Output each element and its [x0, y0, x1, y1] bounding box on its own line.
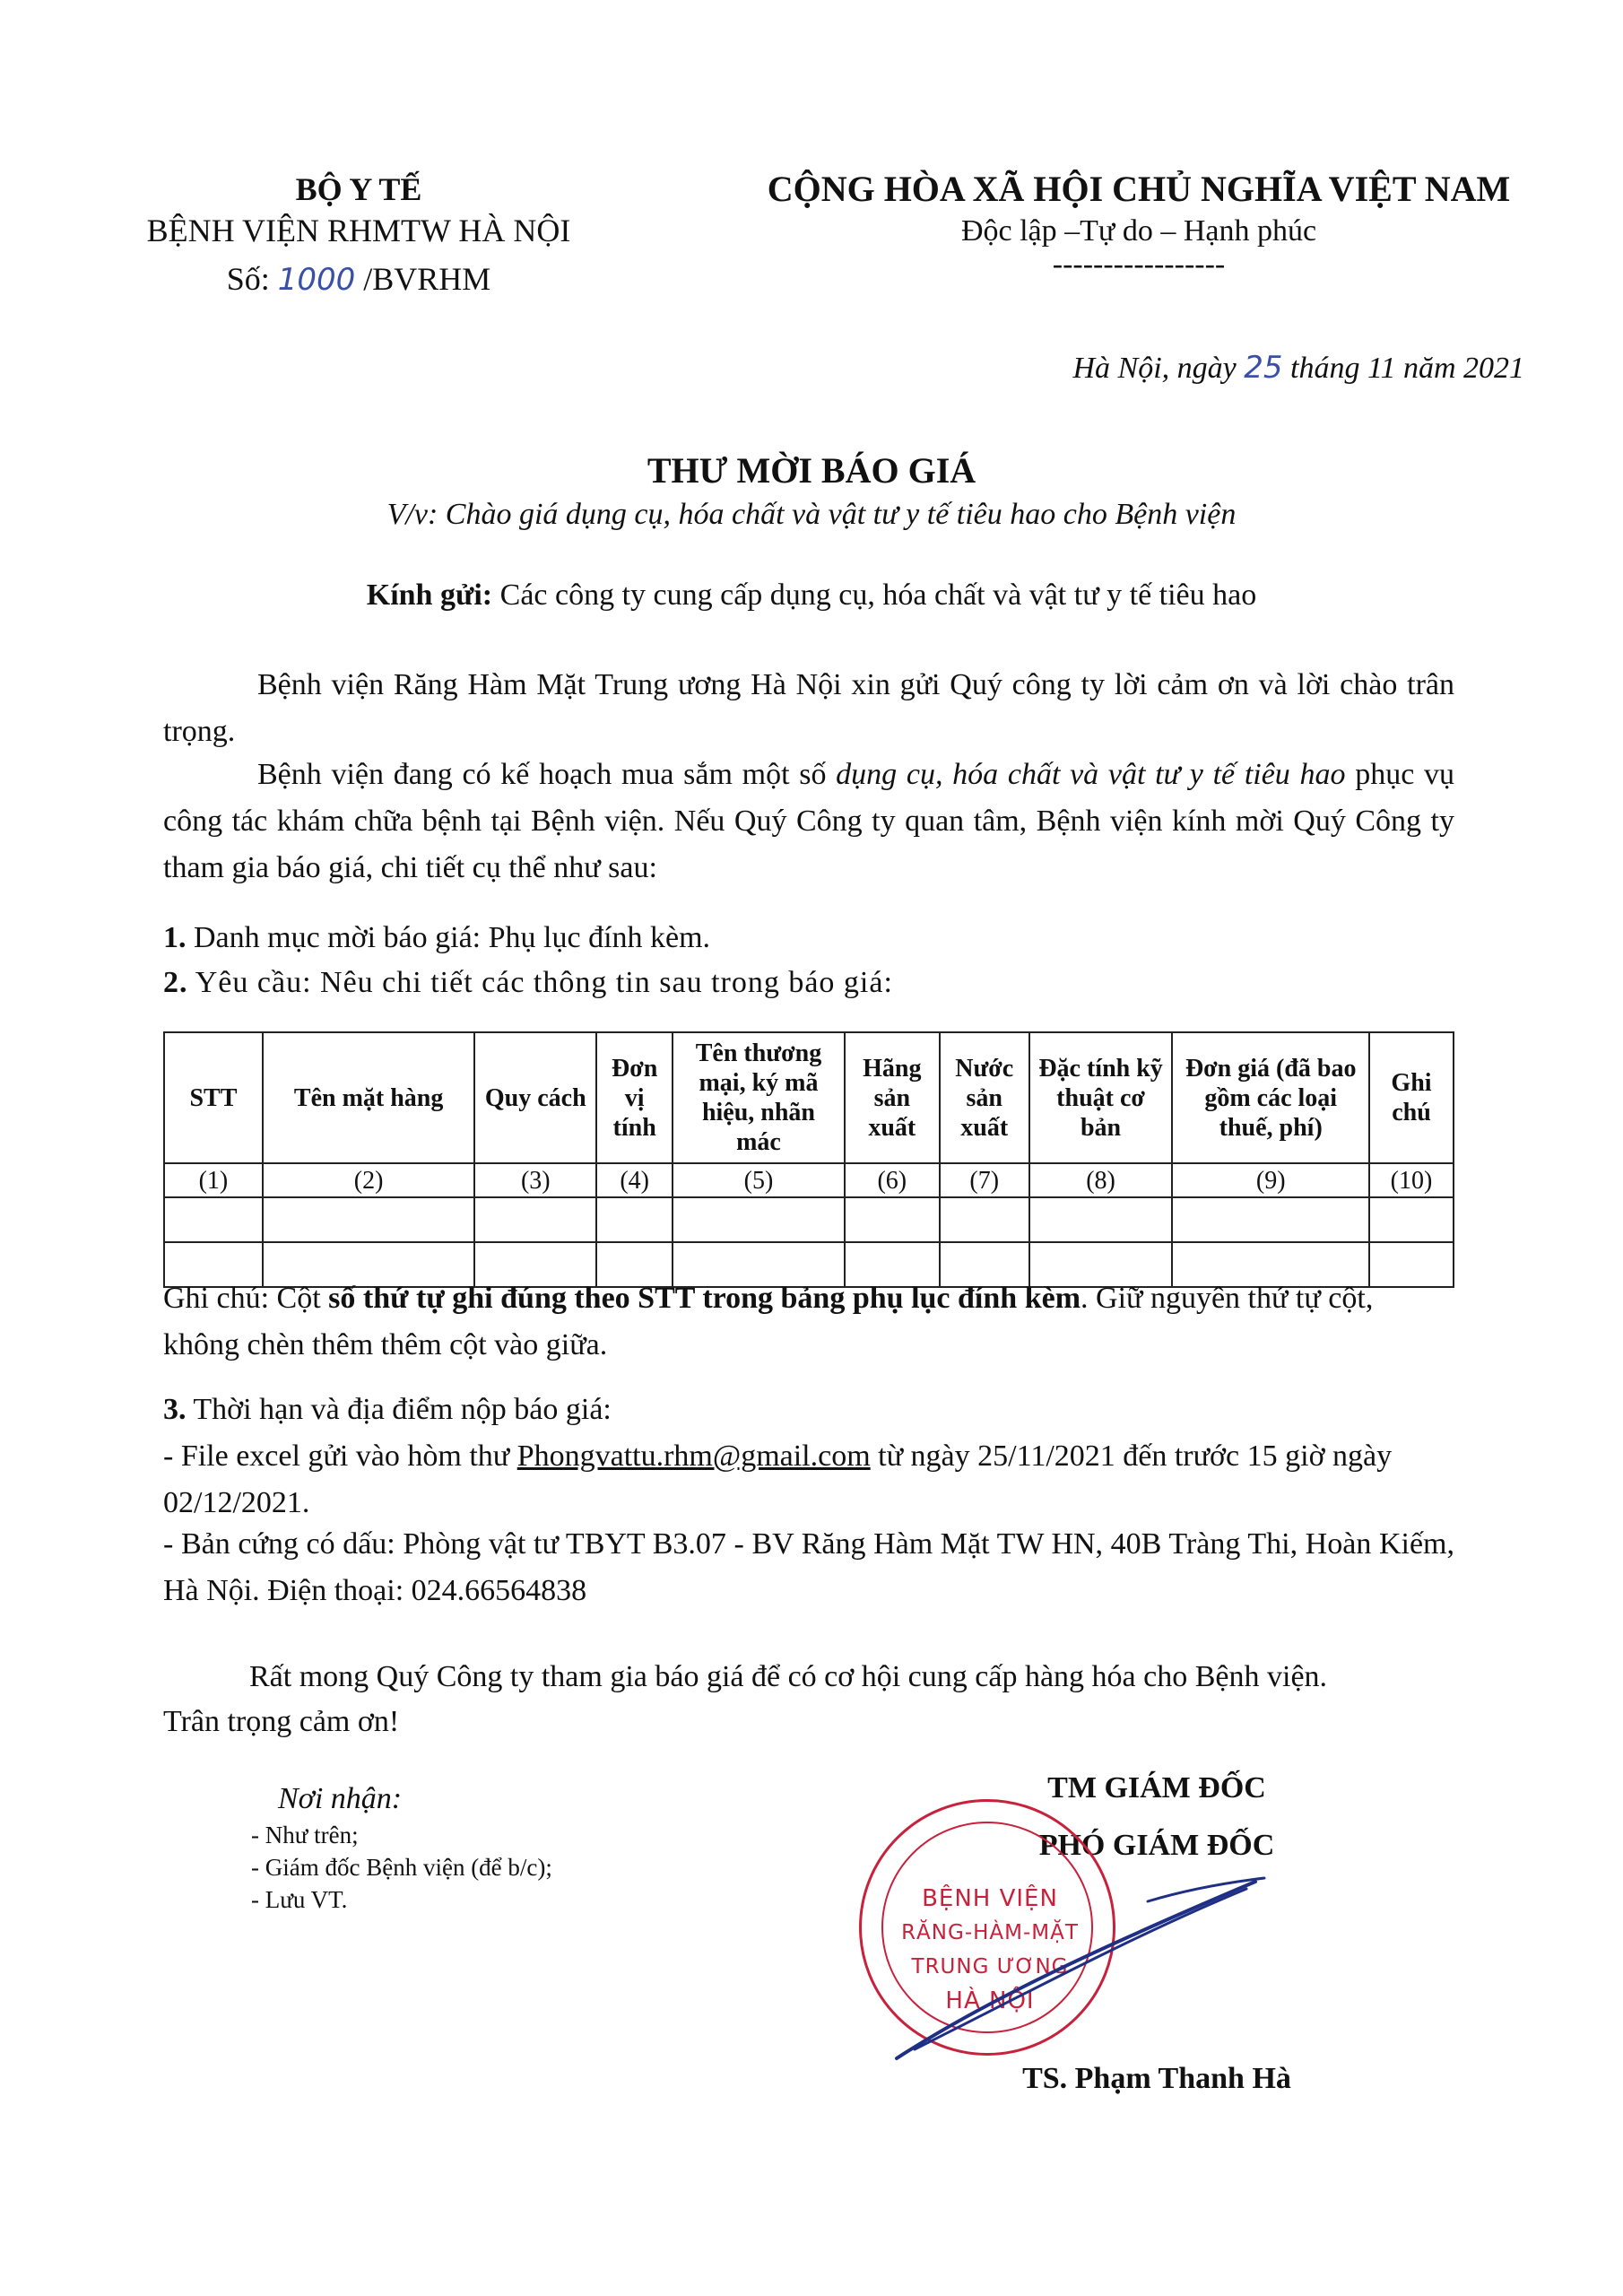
recipients-list — [251, 1779, 753, 1916]
thanks-line: Trân trọng cảm ơn! — [163, 1705, 400, 1738]
stamp-text-3: TRUNG ƯƠNG — [911, 1955, 1069, 1979]
item-2: 2. Yêu cầu: Nêu chi tiết các thông tin sau trong báo giá: — [163, 966, 893, 999]
header-price: Đơn giá (đã bao gồm các loại thuế, phí) — [1172, 1032, 1369, 1163]
list-item: - Giám đốc Bệnh viện (để b/c); — [251, 1854, 552, 1881]
list-item: - Như trên; — [251, 1822, 359, 1848]
signature-position: PHÓ GIÁM ĐỐC — [1038, 1829, 1275, 1862]
recipients-title: Nơi nhận: — [278, 1782, 403, 1815]
document-title: THƯ MỜI BÁO GIÁ — [647, 450, 976, 491]
section-3-heading: 3. Thời hạn và địa điểm nộp báo giá: — [163, 1393, 612, 1426]
submission-email-line: - File excel gửi vào hòm thư Phongvattu.rhm@gmail.com từ ngày 25/11/2021 đến trước 15 giờ ngày 02/12/2021. — [163, 1439, 1393, 1519]
header-specs: Đặc tính kỹ thuật cơ bản — [1029, 1032, 1173, 1163]
header-country: Nước sản xuất — [940, 1032, 1029, 1163]
paragraph-greeting: Bệnh viện Răng Hàm Mặt Trung ương Hà Nội xin gửi Quý công ty lời cảm ơn và lời chào trân trọng. — [163, 668, 1454, 748]
table-note: Ghi chú: Cột số thứ tự ghi đúng theo STT trong bảng phụ lục đính kèm. Giữ nguyên thứ tự cột, không chèn thêm thêm cột vào giữa. — [163, 1282, 1374, 1361]
submission-address-line: - Bản cứng có dấu: Phòng vật tư TBYT B3.07 - BV Răng Hàm Mặt TW HN, 40B Tràng Thi, Hoàn Kiếm, Hà Nội. Điện thoại: 024.66564838 — [163, 1527, 1454, 1607]
handwritten-day: 25 — [1244, 350, 1283, 386]
header-item-name: Tên mặt hàng — [263, 1032, 475, 1163]
item-1: 1. Danh mục mời báo giá: Phụ lục đính kèm. — [163, 921, 711, 954]
header-brand: Tên thương mại, ký mã hiệu, nhãn mác — [673, 1032, 845, 1163]
signature-on-behalf: TM GIÁM ĐỐC — [1047, 1771, 1266, 1805]
header-left — [99, 169, 619, 300]
table-header-row — [164, 1032, 1454, 1163]
table-number-row: (1) (2) (3) (4) (5) (6) (7) (8) (9) (10) — [164, 1163, 1454, 1197]
closing-line: Rất mong Quý Công ty tham gia báo giá để có cơ hội cung cấp hàng hóa cho Bệnh viện. — [249, 1660, 1328, 1693]
header-note: Ghi chú — [1369, 1032, 1454, 1163]
paragraph-plan: Bệnh viện đang có kế hoạch mua sắm một số dụng cụ, hóa chất và vật tư y tế tiêu hao phục vụ công tác khám chữa bệnh tại Bệnh viện. Nếu Quý Công ty quan tâm, Bệnh viện kính mời Quý Công ty tham gia báo giá, chi tiết cụ thể như sau: — [163, 758, 1455, 884]
stamp-text-1: BỆNH VIỆN — [922, 1885, 1058, 1912]
stamp-text-4: HÀ NỘI — [945, 1987, 1035, 2014]
list-item: - Lưu VT. — [251, 1886, 348, 1913]
header-stt: STT — [164, 1032, 263, 1163]
email-link[interactable]: Phongvattu.rhm@gmail.com — [516, 1439, 871, 1473]
national-motto: Độc lập –Tự do – Hạnh phúc — [960, 214, 1317, 248]
document-date: Hà Nội, ngày 25 tháng 11 năm 2021 — [1072, 350, 1524, 386]
handwritten-number: 1000 — [277, 262, 356, 298]
header-right — [744, 167, 1533, 281]
ministry-name: BỘ Y TẾ — [295, 171, 422, 207]
motto-divider: ----------------- — [1052, 248, 1226, 281]
handwritten-signature — [879, 1866, 1273, 2081]
document-subject: V/v: Chào giá dụng cụ, hóa chất và vật tư y tế tiêu hao cho Bệnh viện — [386, 498, 1237, 531]
recipient-text: Các công ty cung cấp dụng cụ, hóa chất và vật tư y tế tiêu hao — [499, 578, 1257, 612]
quotation-table — [163, 1031, 1454, 1288]
recipient-label: Kính gửi: — [366, 578, 493, 612]
country-name: CỘNG HÒA XÃ HỘI CHỦ NGHĨA VIỆT NAM — [767, 169, 1511, 209]
signer-name: TS. Phạm Thanh Hà — [1022, 2062, 1291, 2095]
table-row — [164, 1197, 1454, 1242]
header-manufacturer: Hãng sản xuất — [845, 1032, 940, 1163]
recipient-line — [0, 576, 1623, 615]
document-number: Số: 1000 /BVRHM — [226, 261, 491, 298]
header-unit: Đơn vị tính — [596, 1032, 673, 1163]
hospital-name: BỆNH VIỆN RHMTW HÀ NỘI — [146, 213, 571, 248]
stamp-text-2: RĂNG-HÀM-MẶT — [901, 1921, 1079, 1944]
header-spec: Quy cách — [474, 1032, 596, 1163]
